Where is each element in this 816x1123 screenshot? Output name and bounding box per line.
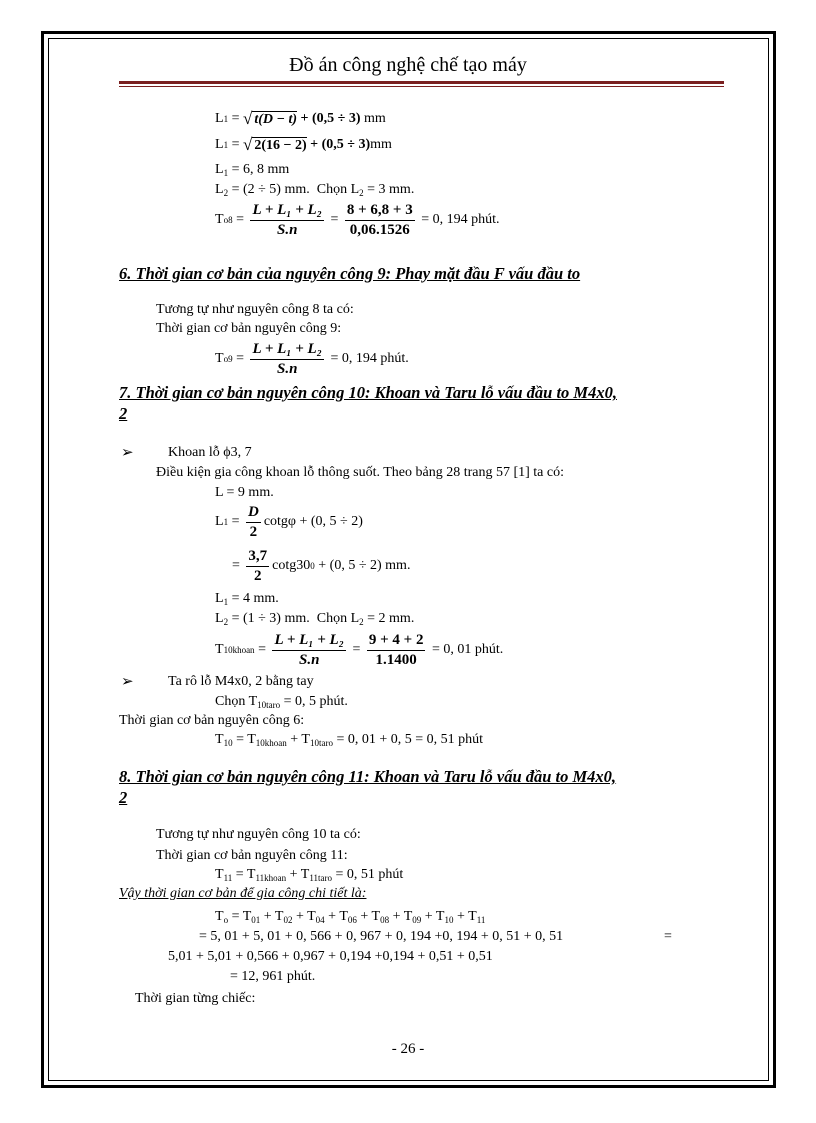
s7-L: L = 9 mm. (215, 485, 274, 500)
s8-last-line: Thời gian từng chiếc: (135, 991, 256, 1006)
section-heading-6: 6. Thời gian cơ bản của nguyên công 9: Phay mặt đầu F vấu đầu to (119, 264, 581, 283)
formula-t10khoan: T 10khoan = $\frac{\text{L + L₁ + L₂}}{S.n}$ = $\frac{9 + 4 + 2}{1.1400}$ = 0, 01 phút. (215, 631, 504, 668)
s7-line-6: Thời gian cơ bản nguyên công 6: (119, 713, 305, 728)
formula-t10-sum: $T_{10} = T_{10khoan} + T_{10taro} = 0$, 01 + 0, 5 = 0, 51 phút (215, 732, 484, 748)
s6-line-1: Tương tự như nguyên công 8 ta có: (156, 302, 354, 317)
s8-line-1: Tương tự như nguyên công 10 ta có: (156, 827, 361, 842)
section-heading-8: 8. Thời gian cơ bản nguyên công 11: Khoan và Taru lỗ vấu đầu to M4x0, (119, 767, 617, 786)
header-rule (119, 81, 724, 84)
formula-l1-sqrt-values: L 1 = √ 2(16 − 2) + (0,5 ÷ 3) mm (215, 135, 392, 154)
formula-s7-l1: L 1 = $\frac{D}{2}$ cotgφ + (0, 5 ÷ 2) (215, 503, 363, 540)
formula-to-result: = 12, 961 phút. (230, 969, 316, 984)
s7-l1-result: $L_1 = 4$ mm. (215, 591, 279, 607)
formula-to-sum-2: 5,01 + 5,01 + 0,566 + 0,967 + 0,194 +0,194 + 0,51 + 0,51 (168, 949, 493, 964)
formula-t11: $T_{11} = T_{11khoan} + T_{11taro} = 0$, 51 phút (215, 867, 404, 883)
formula-to-sum-1-tail: = (664, 929, 672, 944)
formula-t09: T o9 = $\frac{\text{L + L₁ + L₂}}{S.n}$ = 0, 194 phút. (215, 340, 409, 377)
s8-conclusion-label: Vậy thời gian cơ bản để gia công chi tiết là: (119, 886, 367, 901)
s7-l2: $L_2 = (1 \div 3)$ mm. Chọn $L_2 = 2$ mm. (215, 611, 415, 627)
bullet-arrow-icon: ➢ (121, 445, 134, 461)
header-rule-thin (119, 86, 724, 87)
bullet-arrow-icon: ➢ (121, 674, 134, 690)
s7-bullet-khoan: Khoan lỗ ϕ3, 7 (168, 445, 252, 460)
s7-bullet-taro: Ta rô lỗ M4x0, 2 bằng tay (168, 674, 314, 689)
s7-chon-taro: Chọn $T_{10taro} = 0$, 5 phút. (215, 694, 348, 710)
section-heading-7: 7. Thời gian cơ bản nguyên công 10: Khoan và Taru lỗ vấu đầu to M4x0, (119, 383, 617, 402)
s6-line-2: Thời gian cơ bản nguyên công 9: (156, 321, 342, 336)
page-header-title: Đồ án công nghệ chế tạo máy (289, 54, 527, 76)
s8-line-2: Thời gian cơ bản nguyên công 11: (156, 848, 348, 863)
formula-l1-sqrt: L 1 = √ t(D − t) + (0,5 ÷ 3) mm (215, 109, 386, 128)
section-heading-8-cont: 2 (119, 788, 128, 807)
formula-to-sum-1: = 5, 01 + 5, 01 + 0, 566 + 0, 967 + 0, 194 +0, 194 + 0, 51 + 0, 51 (199, 929, 564, 944)
formula-l1-result: $L_1 = 6$, 8 mm (215, 162, 290, 178)
page-number: - 26 - (391, 1041, 425, 1057)
formula-to: $T_o = T_{01} + T_{02} + T_{04} + T_{06} + T_{08} + T_{09} + T_{10} + T_{11}$ (215, 909, 486, 925)
section-heading-7-cont: 2 (119, 404, 128, 423)
formula-s7-l1b: = $\frac{3,7}{2}$ cotg30 0 + (0, 5 ÷ 2) mm. (232, 547, 411, 584)
s7-condition: Điều kiện gia công khoan lỗ thông suốt. Theo bảng 28 trang 57 [1] ta có: (156, 465, 564, 480)
formula-l2: $L_2 = (2 \div 5)$ mm. Chọn $L_2 = 3$ mm. (215, 182, 415, 198)
formula-t08: T o8 = $\frac{\text{L + L₁ + L₂}}{S.n}$ = $\frac{8 + 6,8 + 3}{0,06.1526}$ = 0, 194 phút. (215, 201, 500, 238)
